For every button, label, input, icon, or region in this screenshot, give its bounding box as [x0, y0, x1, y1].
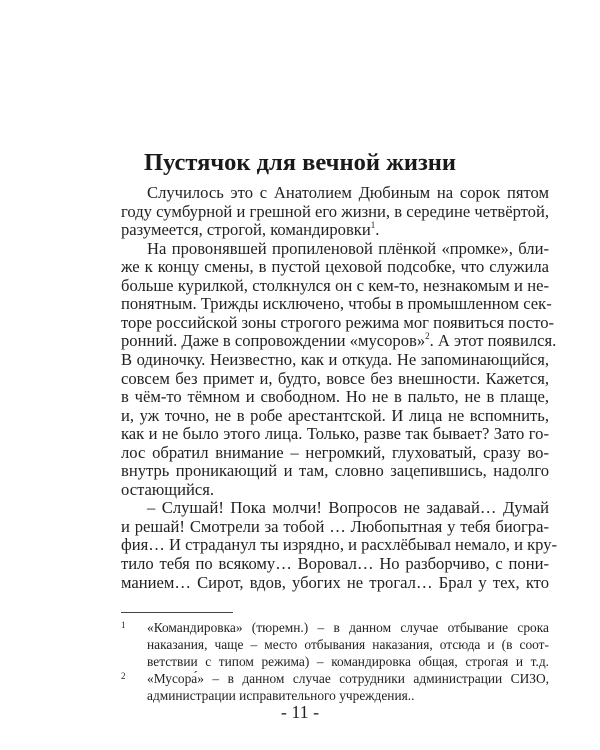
footnote-ref: 2 [425, 331, 430, 341]
paragraph-line: тило тебя по всякому… Воровал… Но разборчиво, с пони- [121, 554, 549, 573]
footnote-mark: 2 [121, 671, 126, 681]
paragraph-line: внутрь проникающий и там, словно зацепившись, надолго [121, 461, 549, 480]
footnote-line: ветствии с типом режима) – командировка общая, строгая и т.д. [147, 654, 549, 669]
paragraph-line: и, уж точно, не в робе арестантской. И лица не вспомнить, [121, 406, 549, 425]
line-text: разумеется, строгой, командировки [121, 220, 371, 239]
paragraph-line: как и не было этого лица. Только, разве так бывает? Зато го- [121, 424, 549, 443]
paragraph-line: лос обратил внимание – негромкий, глуховатый, сразу во- [121, 443, 549, 462]
paragraph-line: больше курилкой, столкнулся он с кем-то, незнакомым и не- [121, 276, 549, 295]
paragraph-line: В одиночку. Неизвестно, как и откуда. Не запоминающийся, [121, 350, 549, 369]
page-title: Пустячок для вечной жизни [143, 149, 457, 176]
paragraph-line: совсем без примет и, будто, вовсе без внешности. Кажется, [121, 369, 549, 388]
paragraph-line: году сумбурной и грешной его жизни, в середине четвёртой, [121, 202, 549, 221]
paragraph-line: фия… И страданул ты изрядно, и расхлёбывал немало, и кру- [121, 535, 558, 554]
footnote-separator [121, 612, 233, 613]
footnote-line: администрации исправительного учреждения.. [147, 688, 415, 703]
paragraph-line: разумеется, строгой, командировки$^1$. [121, 220, 380, 239]
paragraph-line: манием… Сирот, вдов, убогих не трогал… Брал у тех, кто [121, 573, 549, 592]
footnote-mark: 1 [121, 620, 126, 630]
paragraph-line [121, 331, 557, 351]
paragraph-line: в чём-то тёмном и свободном. Но не в пальто, не в плаще, [121, 387, 549, 406]
paragraph-line: же к концу смены, в пустой цеховой подсобке, что служила [121, 257, 549, 276]
paragraph-line: – Слушай! Пока молчи! Вопросов не задавай… Думай [147, 498, 549, 517]
footnote-line: наказания, чаще – место отбывания наказания, отсюда и (в соот- [147, 637, 549, 652]
footnote-ref: 1 [370, 220, 376, 230]
paragraph-line: и решай! Смотрели за тобой … Любопытная у тебя биогра- [121, 517, 549, 536]
page-number: - 11 - [280, 702, 320, 722]
paragraph-line: Случилось это с Анатолием Дюбиным на сорок пятом [147, 183, 549, 202]
footnote-line: «Командировка» (тюремн.) – в данном случае отбывание срока [147, 620, 549, 635]
paragraph-line: торе российской зоны строгого режима мог появиться посто- [121, 313, 555, 332]
footnote-line: «Мусора́» – в данном случае сотрудники администрации СИЗО, [147, 671, 549, 686]
line-text: . А этот появился. [429, 331, 557, 350]
line-text: ронний. Даже в сопровождении «мусоров» [121, 331, 426, 350]
paragraph-line: остающийся. [121, 480, 214, 499]
paragraph-line: понятным. Трижды исключено, чтобы в промышленном сек- [121, 294, 552, 313]
paragraph-line: На провонявшей пропиленовой плёнкой «промке», бли- [147, 239, 549, 258]
